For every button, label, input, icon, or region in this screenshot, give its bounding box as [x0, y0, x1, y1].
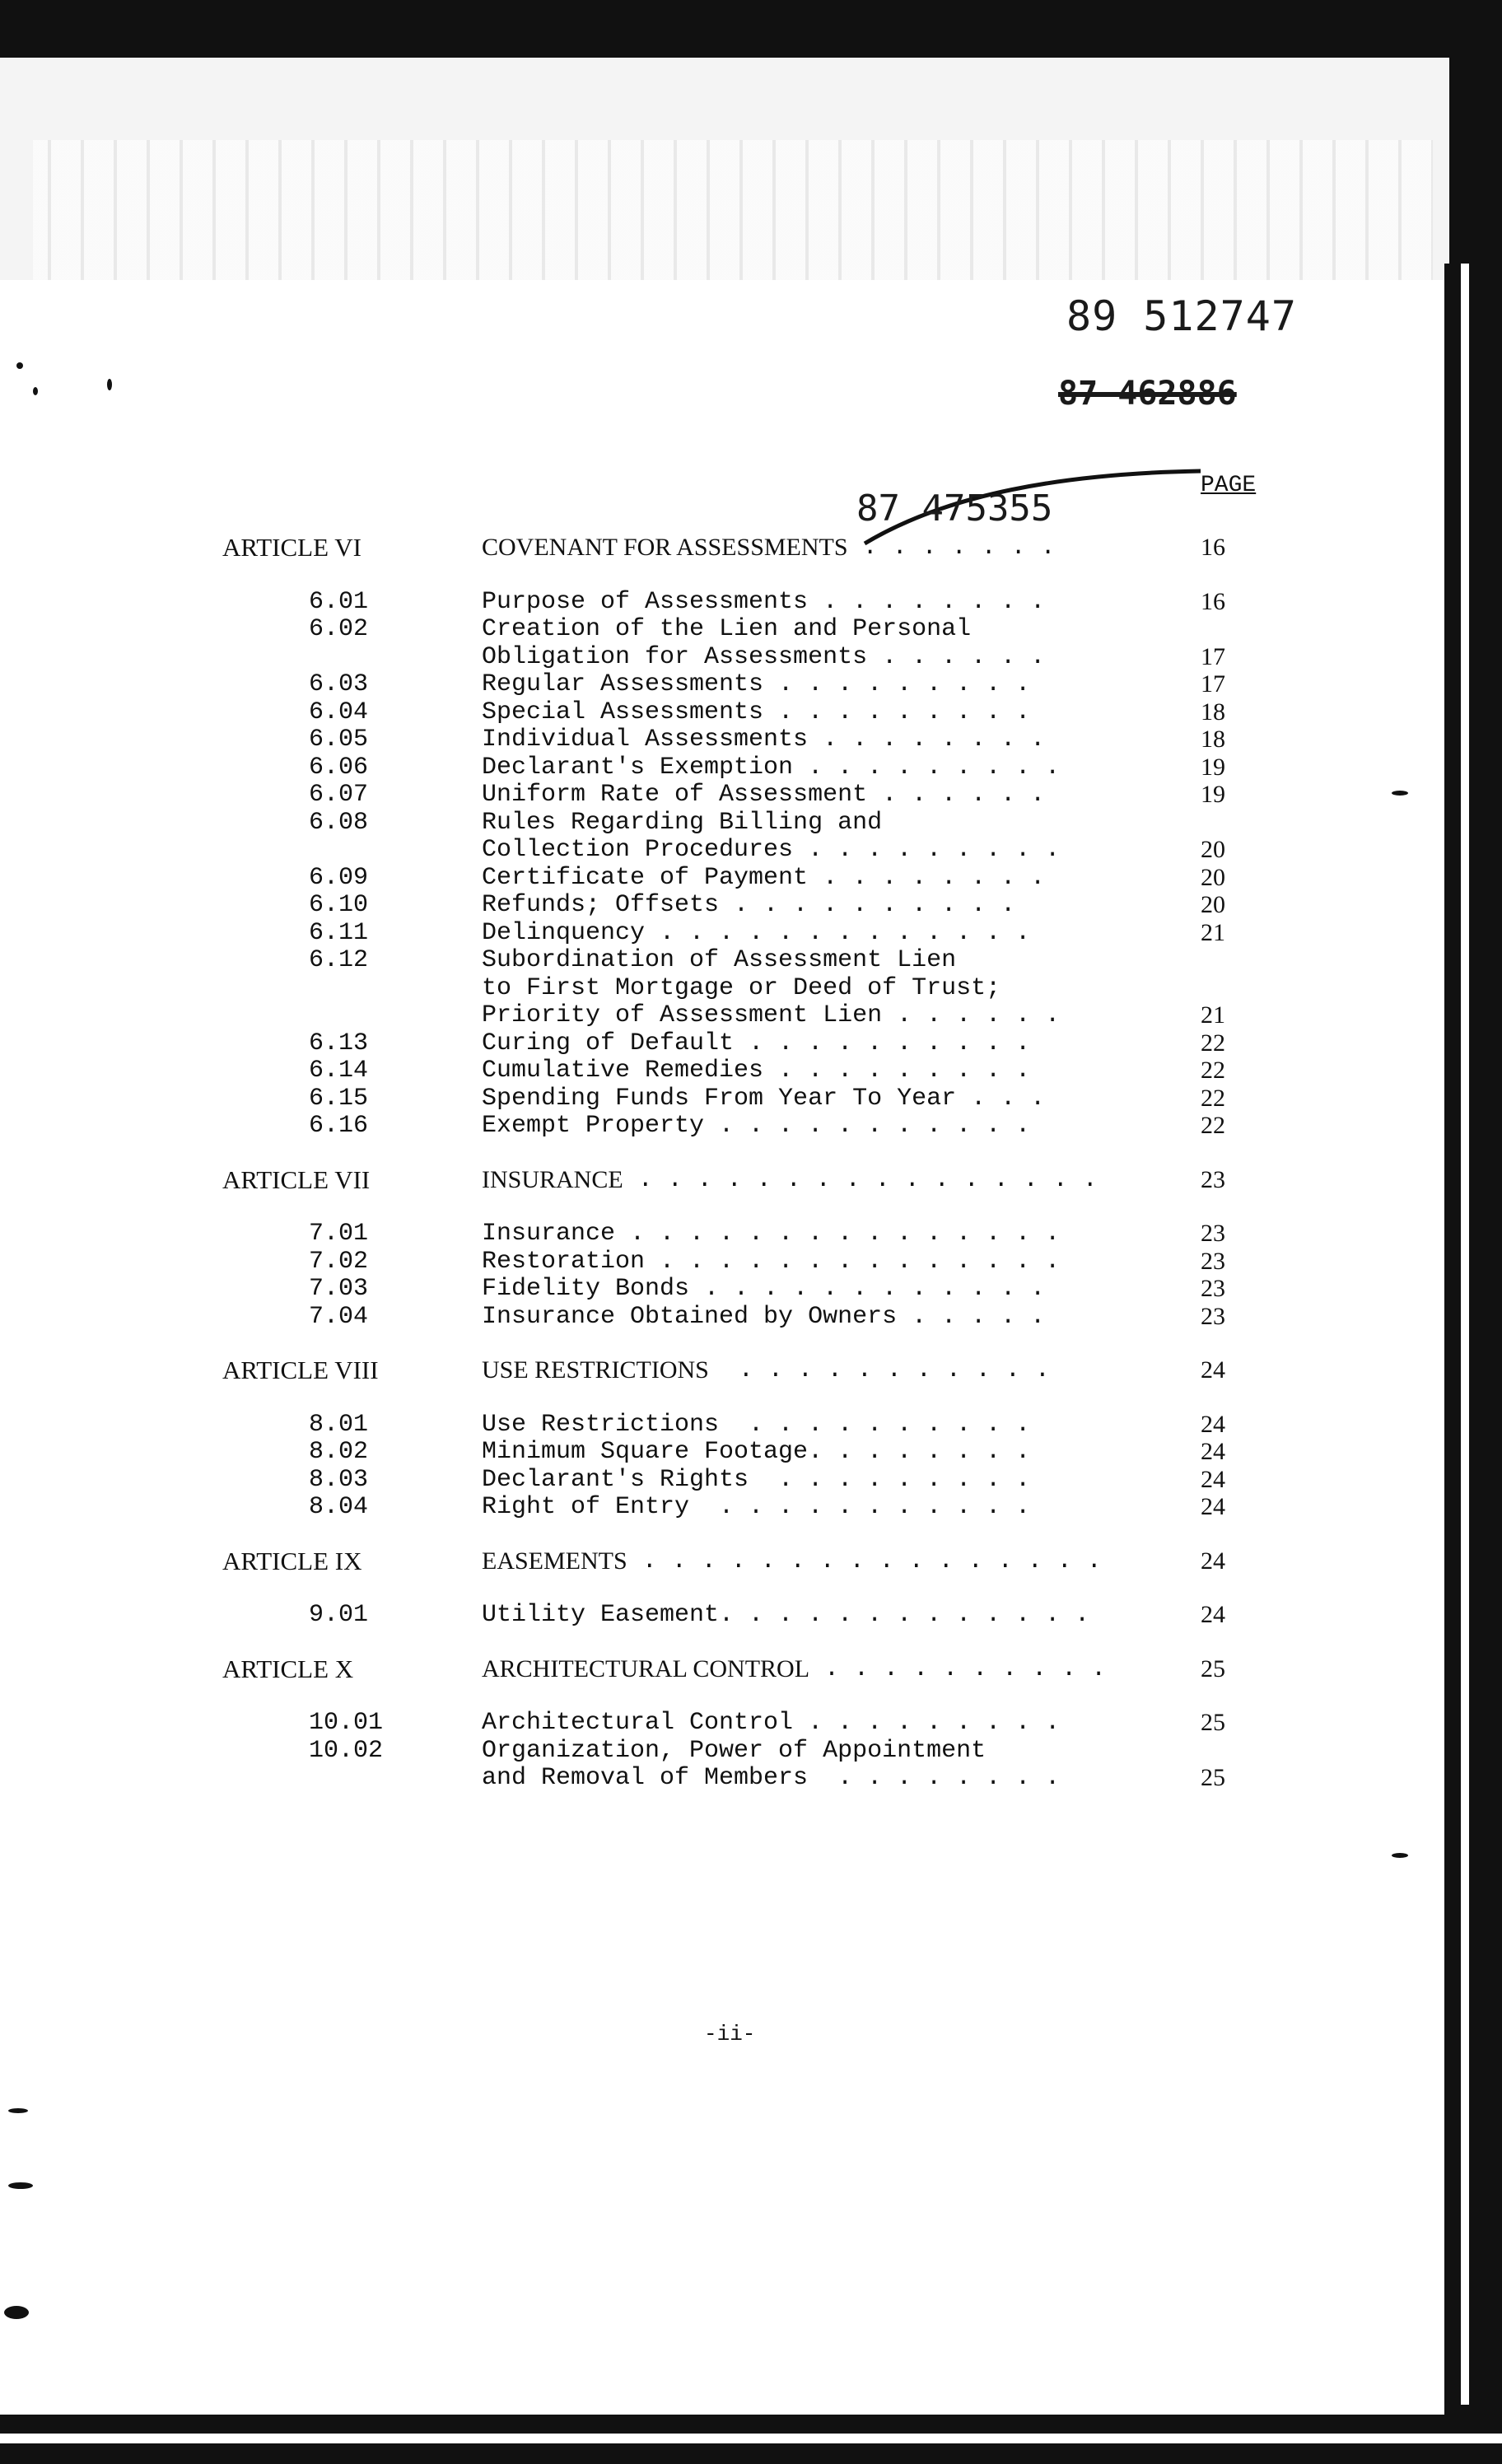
dot-leader: . . . . . . . . . . .: [704, 1112, 1031, 1140]
toc-section-row: [0, 726, 1444, 754]
section-title: to First Mortgage or Deed of Trust;: [482, 973, 1001, 1002]
document-number: 89 512747: [1066, 292, 1297, 340]
toc-section-row: [0, 1085, 1444, 1113]
scan-speck: [1392, 791, 1408, 796]
section-number: 6.03: [309, 670, 369, 698]
page-number: 16: [1201, 587, 1225, 615]
section-number: 6.11: [309, 918, 369, 947]
section-title: Curing of Default: [482, 1029, 735, 1057]
section-title: Cumulative Remedies: [482, 1057, 764, 1085]
toc-section-row: [0, 1303, 1444, 1331]
page-number: 23: [1201, 1275, 1225, 1302]
section-number: 8.03: [309, 1465, 369, 1494]
section-number: 6.10: [309, 891, 369, 919]
scan-speck: [33, 387, 38, 395]
scan-speck: [107, 379, 112, 390]
section-title: Use Restrictions: [482, 1410, 720, 1439]
dot-leader: . . . . . .: [867, 642, 1046, 671]
toc-section-row: [0, 836, 1444, 864]
section-number: 6.08: [309, 808, 369, 837]
toc-section-row: [0, 1029, 1444, 1057]
dot-leader: . . . . . . .: [847, 534, 1056, 562]
section-number: 6.09: [309, 863, 369, 892]
section-title: Right of Entry: [482, 1493, 690, 1521]
article-number: ARTICLE IX: [222, 1546, 362, 1575]
toc-section-row: [0, 864, 1444, 892]
dot-leader: . . . . . . . . . . .: [689, 1493, 1031, 1521]
toc-section-row: [0, 1248, 1444, 1276]
toc-section-row: [0, 588, 1444, 616]
toc-section-row: [0, 1220, 1444, 1248]
page-number: 17: [1201, 642, 1225, 670]
scan-top-noise-area: [0, 58, 1449, 280]
dot-leader: . . . . . . . . .: [763, 1057, 1031, 1085]
toc-section-row: [0, 891, 1444, 919]
scan-right-border: [1444, 264, 1502, 2464]
page-number: 20: [1201, 863, 1225, 891]
toc-section-row: [0, 919, 1444, 947]
scan-speck: [4, 2306, 29, 2319]
section-number: 6.04: [309, 698, 369, 726]
article-title: USE RESTRICTIONS: [482, 1356, 709, 1384]
dot-leader: . . . . . . . . . . . . . .: [645, 1247, 1061, 1276]
page-number: 20: [1201, 836, 1225, 863]
toc-section-row: [0, 1601, 1444, 1629]
page-number: 19: [1201, 753, 1225, 781]
dot-leader: . . . . . .: [882, 1001, 1061, 1029]
dot-leader: . . . . . . . . . . . . .: [645, 918, 1031, 947]
section-title: Spending Funds From Year To Year: [482, 1084, 957, 1113]
section-title: Fidelity Bonds: [482, 1275, 690, 1303]
section-title: Special Assessments: [482, 698, 764, 726]
section-title: and Removal of Members: [482, 1764, 809, 1792]
section-number: 6.14: [309, 1057, 369, 1085]
section-title: Insurance: [482, 1220, 616, 1248]
section-title: Organization, Power of Appointment: [482, 1736, 987, 1765]
dot-leader: . . . . . . . . .: [763, 698, 1031, 726]
section-title: Minimum Square Footage: [482, 1438, 809, 1466]
footer-page-number: -ii-: [704, 2022, 756, 2046]
section-title: Declarant's Exemption: [482, 753, 794, 782]
toc-section-row: [0, 974, 1444, 1002]
section-title: Subordination of Assessment Lien: [482, 946, 957, 974]
article-number: ARTICLE VII: [222, 1164, 371, 1194]
article-title: INSURANCE: [482, 1165, 623, 1193]
section-title: Certificate of Payment: [482, 863, 809, 892]
scan-right-gap: [1461, 264, 1469, 2405]
section-number: 9.01: [309, 1601, 369, 1629]
page-number: 25: [1201, 1709, 1225, 1736]
page-number: 23: [1201, 1165, 1225, 1193]
section-number: 7.01: [309, 1220, 369, 1248]
section-number: 6.05: [309, 726, 369, 754]
toc-section-row: [0, 1438, 1444, 1466]
page-number: 24: [1201, 1465, 1225, 1493]
section-title: Individual Assessments: [482, 726, 809, 754]
toc-section-row: [0, 670, 1444, 698]
section-number: 6.15: [309, 1084, 369, 1113]
toc-article-row: [0, 1356, 1444, 1384]
page-number: 25: [1201, 1764, 1225, 1791]
section-number: 6.06: [309, 753, 369, 782]
toc-section-row: [0, 1057, 1444, 1085]
dot-leader: . . . . . . . . . . . . . . . .: [623, 1165, 1098, 1194]
section-title: Regular Assessments: [482, 670, 764, 698]
scan-bottom-gap: [0, 2434, 1502, 2443]
page-number: 16: [1201, 534, 1225, 561]
section-title: Obligation for Assessments: [482, 642, 868, 671]
dot-leader: . . . . . . . . . . . . .: [719, 1601, 1090, 1629]
section-title: Declarant's Rights: [482, 1465, 749, 1494]
page-number: 21: [1201, 918, 1225, 946]
article-number: ARTICLE VIII: [222, 1356, 379, 1384]
page-number: 22: [1201, 1057, 1225, 1084]
section-title: Refunds; Offsets: [482, 891, 720, 919]
overlay-document-number: 87 475355: [856, 488, 1053, 530]
article-title: EASEMENTS: [482, 1547, 627, 1575]
page-number: 24: [1201, 1547, 1225, 1575]
dot-leader: . . . . . . . .: [808, 726, 1046, 754]
page-number: 23: [1201, 1220, 1225, 1247]
dot-leader: . . . . . . . .: [808, 587, 1046, 616]
toc-section-row: [0, 1112, 1444, 1140]
section-number: 6.12: [309, 946, 369, 974]
page-number: 24: [1201, 1601, 1225, 1628]
page-number: 23: [1201, 1247, 1225, 1275]
dot-leader: . . . . . . . . .: [793, 1709, 1061, 1737]
page-number: 25: [1201, 1654, 1225, 1682]
section-title: Rules Regarding Billing and: [482, 808, 883, 837]
toc-section-row: [0, 1275, 1444, 1303]
dot-leader: . . . . . . . . .: [749, 1465, 1031, 1494]
toc-section-row: [0, 1709, 1444, 1737]
struck-document-number: 87 462886: [1058, 375, 1237, 413]
page-number: 24: [1201, 1356, 1225, 1384]
toc-section-row: [0, 1737, 1444, 1765]
page-number: 22: [1201, 1084, 1225, 1112]
toc-article-row: [0, 534, 1444, 562]
scan-speck: [8, 2182, 33, 2189]
dot-leader: . . .: [956, 1084, 1046, 1113]
section-title: Restoration: [482, 1247, 646, 1276]
toc-section-row: [0, 946, 1444, 974]
section-title: Purpose of Assessments: [482, 587, 809, 616]
dot-leader: . . . . . . . . . .: [719, 891, 1016, 919]
section-title: Collection Procedures: [482, 836, 794, 864]
article-title: ARCHITECTURAL CONTROL: [482, 1654, 810, 1682]
dot-leader: . . . . . . . . . . . . . . .: [615, 1220, 1061, 1248]
toc-section-row: [0, 1466, 1444, 1494]
page-number: 19: [1201, 781, 1225, 808]
toc-section-row: [0, 754, 1444, 782]
scan-speck: [16, 362, 23, 369]
section-number: 7.02: [309, 1247, 369, 1276]
toc-section-row: [0, 1764, 1444, 1792]
toc-section-row: [0, 643, 1444, 671]
section-title: Architectural Control: [482, 1709, 794, 1737]
section-title: Exempt Property: [482, 1112, 705, 1140]
section-number: 7.03: [309, 1275, 369, 1303]
page-number: 22: [1201, 1112, 1225, 1139]
section-number: 6.16: [309, 1112, 369, 1140]
dot-leader: . . . . . . . . . .: [719, 1410, 1031, 1439]
scan-speck: [8, 2108, 28, 2113]
page-number: 17: [1201, 670, 1225, 698]
page-number: 23: [1201, 1302, 1225, 1330]
section-title: Uniform Rate of Assessment: [482, 781, 868, 809]
dot-leader: . . . . . . . . . . .: [708, 1356, 1050, 1384]
dot-leader: . . . . . . . . .: [793, 836, 1061, 864]
page-number: 24: [1201, 1410, 1225, 1438]
toc-article-row: [0, 1547, 1444, 1575]
section-title: Creation of the Lien and Personal: [482, 615, 972, 643]
section-number: 8.01: [309, 1410, 369, 1439]
dot-leader: . . . . . . . .: [808, 863, 1046, 892]
toc-section-row: [0, 1411, 1444, 1439]
page-number: 24: [1201, 1493, 1225, 1520]
dot-leader: . . . . . . . .: [808, 1438, 1031, 1466]
toc-article-row: [0, 1166, 1444, 1194]
section-number: 8.04: [309, 1493, 369, 1521]
section-title: Delinquency: [482, 918, 646, 947]
page-column-heading: PAGE: [1201, 473, 1257, 498]
page-number: 18: [1201, 726, 1225, 753]
toc-section-row: [0, 1493, 1444, 1521]
toc-article-row: [0, 1655, 1444, 1683]
section-number: 8.02: [309, 1438, 369, 1466]
page-number: 22: [1201, 1029, 1225, 1057]
page-number: 21: [1201, 1001, 1225, 1029]
section-number: 6.01: [309, 587, 369, 616]
article-title: COVENANT FOR ASSESSMENTS: [482, 534, 848, 561]
dot-leader: . . . . . . . .: [808, 1764, 1061, 1792]
toc-section-row: [0, 809, 1444, 837]
section-title: Utility Easement: [482, 1601, 720, 1629]
section-number: 6.07: [309, 781, 369, 809]
dot-leader: . . . . .: [897, 1302, 1046, 1331]
section-title: Priority of Assessment Lien: [482, 1001, 883, 1029]
article-number: ARTICLE X: [222, 1654, 354, 1683]
section-number: 10.02: [309, 1736, 384, 1765]
dot-leader: . . . . . . . . .: [793, 753, 1061, 782]
dot-leader: . . . . . . . . . .: [734, 1029, 1031, 1057]
toc-section-row: [0, 781, 1444, 809]
dot-leader: . . . . . . . . . . . .: [689, 1275, 1046, 1303]
section-number: 6.13: [309, 1029, 369, 1057]
page-number: 20: [1201, 891, 1225, 918]
section-title: Insurance Obtained by Owners: [482, 1302, 898, 1331]
page-number: 24: [1201, 1438, 1225, 1465]
dot-leader: . . . . . . . . . .: [809, 1654, 1107, 1683]
dot-leader: . . . . . . . . .: [763, 670, 1031, 698]
section-number: 6.02: [309, 615, 369, 643]
article-number: ARTICLE VI: [222, 533, 362, 562]
section-number: 10.01: [309, 1709, 384, 1737]
dot-leader: . . . . . .: [867, 781, 1046, 809]
scan-speck: [1392, 1853, 1408, 1858]
section-number: 7.04: [309, 1302, 369, 1331]
toc-section-row: [0, 1001, 1444, 1029]
toc-section-row: [0, 615, 1444, 643]
dot-leader: . . . . . . . . . . . . . . . .: [627, 1547, 1102, 1575]
page-number: 18: [1201, 698, 1225, 726]
toc-section-row: [0, 698, 1444, 726]
